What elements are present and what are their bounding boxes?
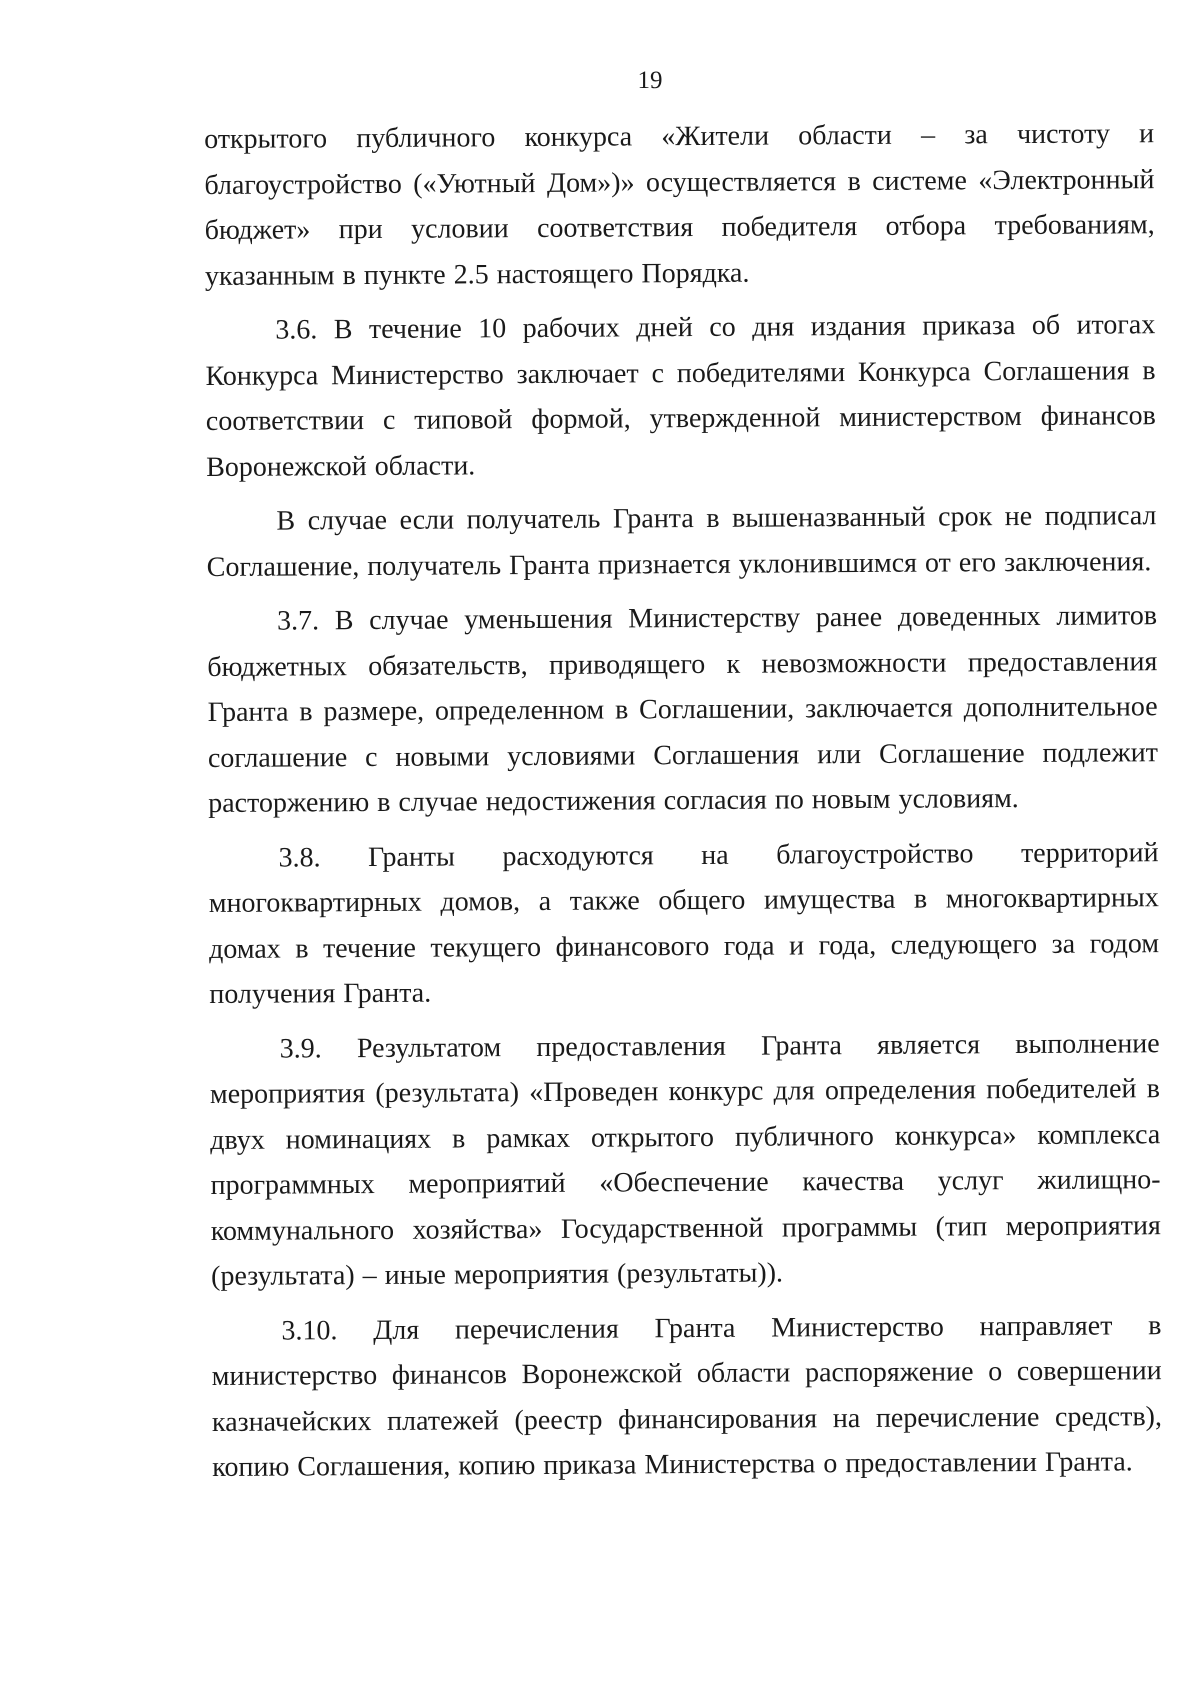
document-body [204,111,1162,1490]
paragraph-3-9: 3.9. Результатом предоставления Гранта является выполнение мероприятия (результата) «Проведен конкурс для определения победителей в двух номинациях в рамках открытого публичного конкурса» комплекса программных мероприятий «Обеспечение качества услуг жилищно-коммунального хозяйства» Государственной программы (тип мероприятия (результата) – иные мероприятия (результаты)). [209,1027,1161,1292]
paragraph-3-7: 3.7. В случае уменьшения Министерству ранее доведенных лимитов бюджетных обязательств, приводящего к невозможности предоставления Гранта в размере, определенном в Соглашении, заключается дополнительное соглашение с новыми условиями Соглашения или Соглашение подлежит расторжению в случае недостижения согласия по новым условиям. [207,600,1158,819]
paragraph-3-6: 3.6. В течение 10 рабочих дней со дня издания приказа об итогах Конкурса Министерство заключает с победителями Конкурса Соглашения в соответствии с типовой формой, утвержденной министерством финансов Воронежской области. [205,309,1156,483]
paragraph-3-6-refusal: В случае если получатель Гранта в вышеназванный срок не подписал Соглашение, получатель Гранта признается уклонившимся от его заключения. [206,500,1157,583]
paragraph-continuation: открытого публичного конкурса «Жители области – за чистоту и благоустройство («Уютный Дом»)» осуществляется в системе «Электронный бюджет» при условии соответствия победителя отбора требованиям, указанным в пункте 2.5 настоящего Порядка. [204,118,1155,292]
page-number: 19 [637,67,663,94]
paragraph-3-8: 3.8. Гранты расходуются на благоустройство территорий многоквартирных домов, а также общего имущества в многоквартирных домах в течение текущего финансового года и года, следующего за годом получения Гранта. [208,836,1160,1010]
paragraph-3-10: 3.10. Для перечисления Гранта Министерство направляет в министерство финансов Воронежской области распоряжение о совершении казначейских платежей (реестр финансирования на перечисление средств), копию Соглашения, копию приказа Министерства о предоставлении Гранта. [211,1309,1163,1483]
